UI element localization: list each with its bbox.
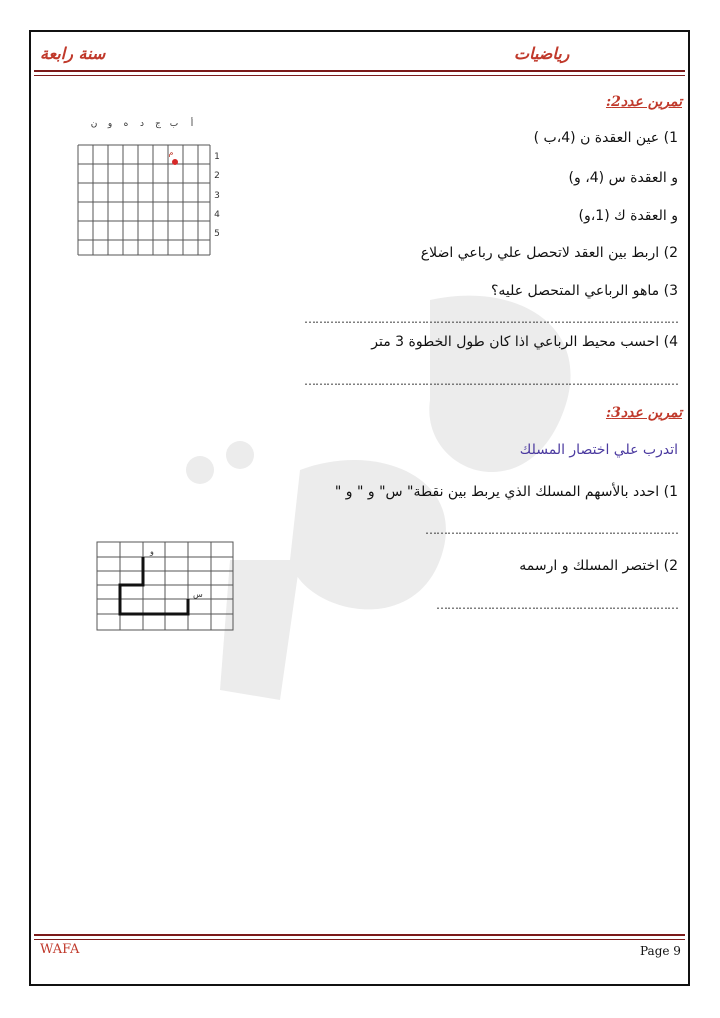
header-grade: سنة رابعة <box>40 44 106 63</box>
grid-row-label: 4 <box>214 210 220 220</box>
answer-line[interactable]: ………………………………………………………………………………………… <box>304 374 678 388</box>
path-grid <box>93 538 243 638</box>
grid-col-label: ن <box>90 119 98 129</box>
grid-col-label: أ <box>190 119 194 129</box>
ex3-question-1: 1) احدد بالأسهم المسلك الذي يربط بين نقطة" س" و " و " <box>334 484 678 500</box>
path-label-start: و <box>150 547 154 556</box>
footer-author: WAFA <box>40 942 80 957</box>
grid-row-label: 3 <box>214 191 220 201</box>
header-rule-thin <box>34 75 685 76</box>
grid-row-label: 2 <box>214 171 220 181</box>
grid-col-label: ب <box>169 119 179 129</box>
ex2-question-1b: و العقدة س (4، و) <box>568 170 678 186</box>
header-subject: رياضيات <box>514 44 570 63</box>
page-number: Page 9 <box>640 944 681 958</box>
answer-line[interactable]: …………………………………………………………… <box>425 523 678 537</box>
grid-col-label: ج <box>155 119 161 129</box>
ex2-question-1: 1) عين العقدة ن (4،ب ) <box>533 130 678 146</box>
footer-rule-thin <box>34 939 685 940</box>
ex2-question-4: 4) احسب محيط الرباعي اذا كان طول الخطوة 3 متر <box>371 334 678 350</box>
grid-point <box>172 159 178 165</box>
exercise-3-title: تمرين عدد3: <box>605 405 682 421</box>
grid-point-label: م <box>168 148 174 157</box>
ex3-question-2: 2) اختصر المسلك و ارسمه <box>519 558 678 574</box>
answer-line[interactable]: ………………………………………………………………………………………… <box>304 312 678 326</box>
grid-col-label: ه <box>123 119 129 129</box>
answer-line[interactable]: ………………………………………………………… <box>436 598 678 612</box>
footer-rule <box>34 934 685 936</box>
node-grid <box>70 110 230 260</box>
path-label-end: س <box>193 590 203 599</box>
grid-row-label: 5 <box>214 229 220 239</box>
header-rule <box>34 70 685 72</box>
exercise-2-title: تمرين عدد2: <box>605 94 682 110</box>
ex2-question-1c: و العقدة ك (1،و) <box>578 208 678 224</box>
ex2-question-3: 3) ماهو الرباعي المتحصل عليه؟ <box>490 283 678 299</box>
grid-col-label: و <box>107 119 113 129</box>
ex2-question-2: 2) اربط بين العقد لاتحصل علي رباعي اضلاع <box>420 245 678 261</box>
ex3-subtitle: اتدرب علي اختصار المسلك <box>519 442 678 458</box>
grid-row-label: 1 <box>214 152 220 162</box>
grid-col-label: د <box>139 119 145 129</box>
